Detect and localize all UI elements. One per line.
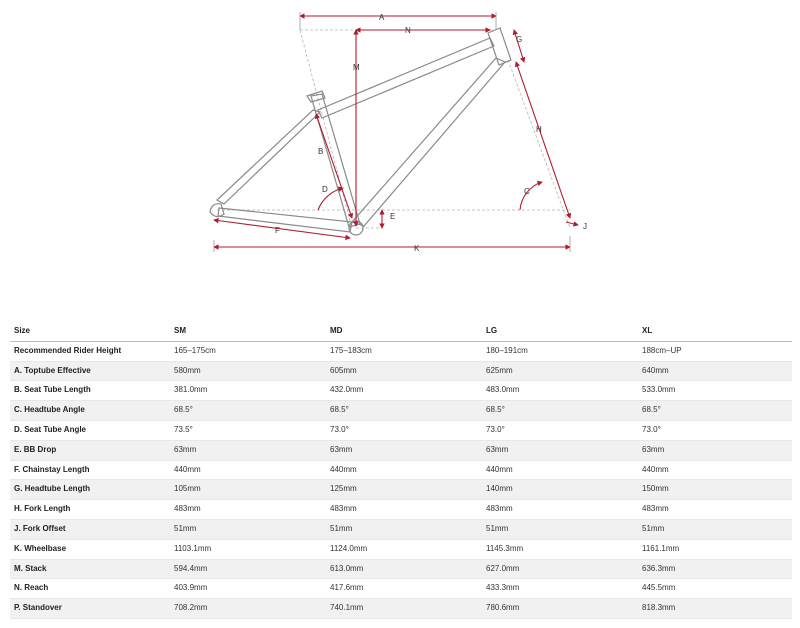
column-header: LG [482,322,638,341]
table-cell: 780.6mm [482,599,638,619]
table-cell: 403.9mm [170,579,326,599]
column-header: SM [170,322,326,341]
label-h: H [536,125,542,134]
row-label: C. Headtube Angle [10,401,170,421]
row-label: N. Reach [10,579,170,599]
table-cell: 68.5° [638,401,792,421]
table-cell: 165–175cm [170,341,326,361]
table-cell: 63mm [170,440,326,460]
column-header: Size [10,322,170,341]
table-cell: 594.4mm [170,559,326,579]
table-cell: 105mm [170,480,326,500]
table-cell: 445.5mm [638,579,792,599]
table-cell: 433.3mm [482,579,638,599]
table-cell: 483mm [326,500,482,520]
table-row [10,519,792,539]
table-row [10,381,792,401]
table-cell: 51mm [170,519,326,539]
table-row [10,559,792,579]
table-cell: 125mm [326,480,482,500]
table-row [10,401,792,421]
table-cell: 483mm [638,500,792,520]
table-cell: 613.0mm [326,559,482,579]
table-cell: 440mm [482,460,638,480]
table-cell: 417.6mm [326,579,482,599]
table-cell: 1161.1mm [638,539,792,559]
table-row [10,341,792,361]
table-cell: 68.5° [326,401,482,421]
table-cell: 432.0mm [326,381,482,401]
table-cell: 63mm [326,440,482,460]
table-cell: 175–183cm [326,341,482,361]
table-row [10,539,792,559]
table-cell: 68.5° [482,401,638,421]
table-cell: 605mm [326,361,482,381]
label-j: J [583,222,587,231]
table-row [10,440,792,460]
row-label: Recommended Rider Height [10,341,170,361]
table-cell: 1103.1mm [170,539,326,559]
row-label: D. Seat Tube Angle [10,420,170,440]
label-f: F [275,226,280,235]
table-cell: 51mm [638,519,792,539]
table-cell: 440mm [638,460,792,480]
table-cell: 188cm–UP [638,341,792,361]
row-label: F. Chainstay Length [10,460,170,480]
table-cell: 636.3mm [638,559,792,579]
row-label: P. Standover [10,599,170,619]
label-a: A [379,13,385,22]
table-cell: 73.0° [638,420,792,440]
table-cell: 73.5° [170,420,326,440]
row-label: M. Stack [10,559,170,579]
table-cell: 1145.3mm [482,539,638,559]
row-label: G. Headtube Length [10,480,170,500]
table-cell: 708.2mm [170,599,326,619]
table-cell: 627.0mm [482,559,638,579]
table-cell: 580mm [170,361,326,381]
table-row [10,599,792,619]
row-label: H. Fork Length [10,500,170,520]
row-label: J. Fork Offset [10,519,170,539]
table-row [10,460,792,480]
label-k: K [414,244,420,253]
table-row [10,579,792,599]
column-header: MD [326,322,482,341]
table-cell: 140mm [482,480,638,500]
label-b: B [318,147,324,156]
bike-frame [210,28,511,235]
table-cell: 818.3mm [638,599,792,619]
dimension-lines [214,12,578,252]
table-cell: 483.0mm [482,381,638,401]
table-cell: 440mm [170,460,326,480]
table-cell: 483mm [170,500,326,520]
table-row [10,361,792,381]
label-d: D [322,185,328,194]
table-cell: 51mm [326,519,482,539]
row-label: E. BB Drop [10,440,170,460]
table-cell: 73.0° [326,420,482,440]
row-label: A. Toptube Effective [10,361,170,381]
table-row [10,500,792,520]
table-row [10,420,792,440]
table-cell: 180–191cm [482,341,638,361]
table-cell: 740.1mm [326,599,482,619]
table-cell: 1124.0mm [326,539,482,559]
table-header-row [10,322,792,341]
table-cell: 640mm [638,361,792,381]
row-label: B. Seat Tube Length [10,381,170,401]
label-c: C [524,187,530,196]
column-header: XL [638,322,792,341]
table-cell: 63mm [482,440,638,460]
table-cell: 625mm [482,361,638,381]
label-e: E [390,212,396,221]
geometry-table [10,322,792,619]
label-m: M [353,63,360,72]
table-cell: 381.0mm [170,381,326,401]
label-n: N [405,26,411,35]
table-body [10,341,792,618]
table-cell: 51mm [482,519,638,539]
table-cell: 150mm [638,480,792,500]
table-cell: 68.5° [170,401,326,421]
table-cell: 63mm [638,440,792,460]
label-g: G [516,35,523,44]
table-cell: 440mm [326,460,482,480]
table-cell: 533.0mm [638,381,792,401]
table-cell: 483mm [482,500,638,520]
table-row [10,480,792,500]
guide-lines [217,30,570,228]
table-cell: 73.0° [482,420,638,440]
row-label: K. Wheelbase [10,539,170,559]
frame-geometry-diagram [0,0,800,270]
